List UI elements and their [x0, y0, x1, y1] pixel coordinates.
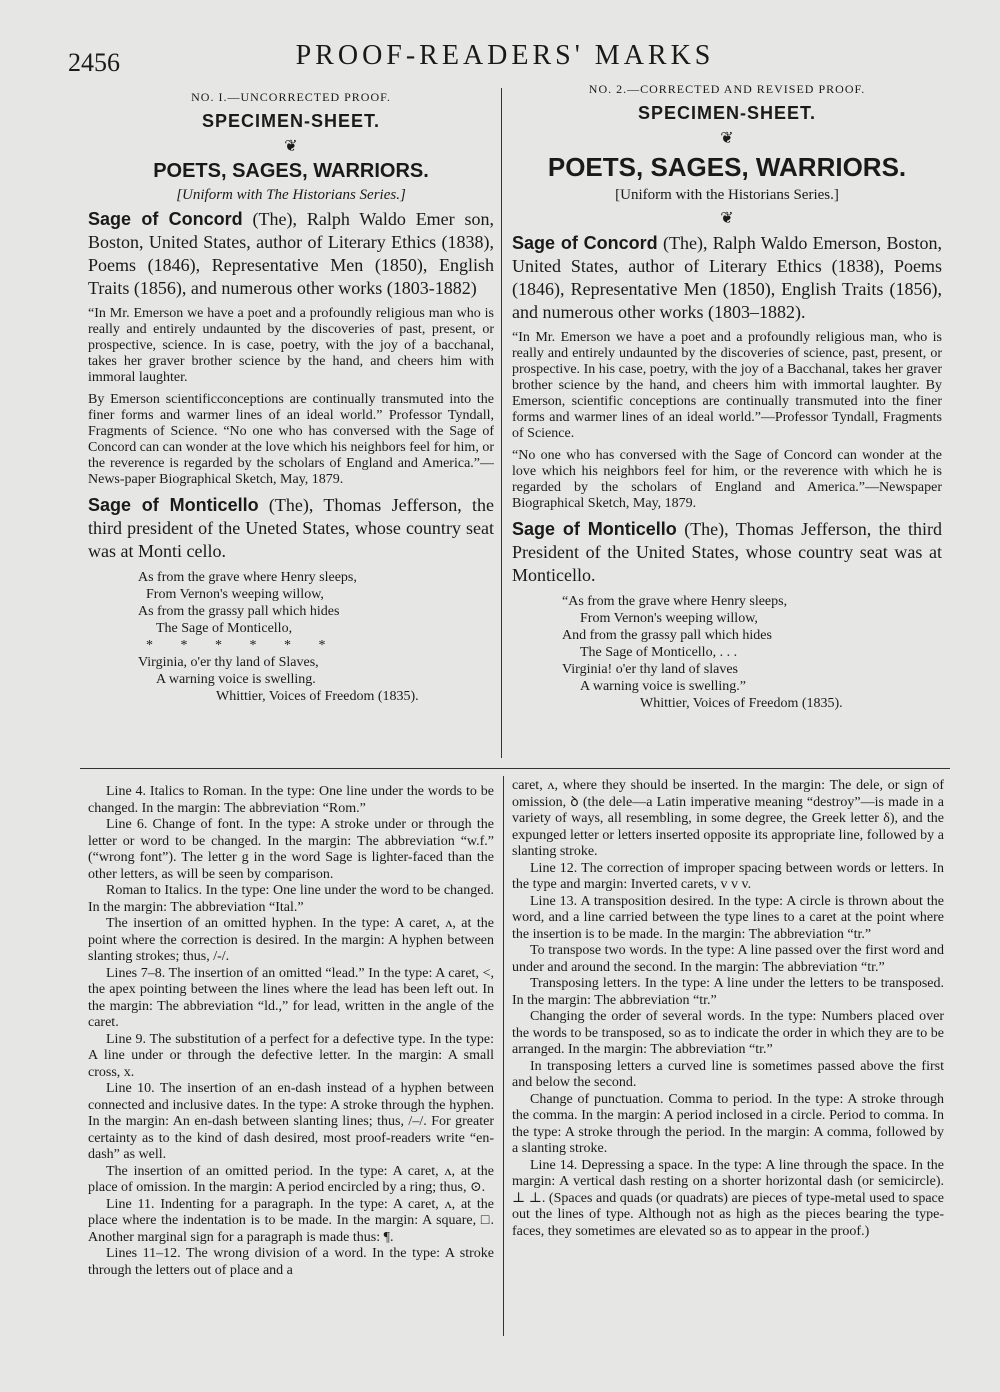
- poem-line: And from the grassy pall which hides: [562, 628, 772, 643]
- poem-line: From Vernon's weeping willow,: [146, 587, 324, 602]
- entry-body: (The), Thomas Jefferson, the third President of the United States, whose country seat was at Monticello.: [512, 519, 942, 585]
- note-paragraph: Line 6. Change of font. In the type: A stroke under or through the letter or word to be changed. In the margin: The abbreviation “w.f.” (“wrong font”). The letter g in the word Sage is lighter-faced than the other letters, as will be seen by comparison.: [88, 817, 494, 882]
- poem-attribution: Whittier, Voices of Freedom (1835).: [216, 689, 419, 704]
- fleuron-icon: ❦: [720, 210, 734, 227]
- note-paragraph: Line 4. Italics to Roman. In the type: One line under the words to be changed. In the margin: The abbreviation “Rom.”: [88, 784, 494, 816]
- poem-line: The Sage of Monticello,: [156, 621, 293, 636]
- entry-body: (The), Thomas Jefferson, the third president of the Uneted States, whose country seat was at Monti cello.: [88, 495, 494, 561]
- poem-line: A warning voice is swelling.”: [580, 679, 747, 694]
- entry-head: Sage of Concord: [88, 209, 243, 229]
- note-paragraph: caret, ʌ, where they should be inserted. In the margin: The dele, or sign of omission, ꝺ (the dele—a Latin imperative meaning “destroy”—is made in a variety of ways, all resembling, in some degree, the Greek letter δ), and the expunged letter or letters inserted opposite its appropriate line, followed by a slanting stroke.: [512, 778, 944, 859]
- horizontal-rule: [80, 768, 950, 769]
- note-paragraph: Lines 11–12. The wrong division of a word. In the type: A stroke through the letters out of place and a: [88, 1246, 494, 1278]
- note-paragraph: To transpose two words. In the type: A line passed over the first word and under and around the second. In the margin: The abbreviation “tr.”: [512, 943, 944, 975]
- specimen-heading: SPECIMEN-SHEET.: [201, 111, 381, 131]
- note-paragraph: Line 11. Indenting for a paragraph. In the type: A caret, ʌ, at the place where the indentation is to be made. In the margin: A square, □. Another marginal sign for a paragraph is made thus: ¶.: [88, 1196, 494, 1245]
- poem-line: Virginia, o'er thy land of Slaves,: [138, 655, 319, 670]
- note-paragraph: Change of punctuation. Comma to period. In the type: A stroke through the comma. In the margin: A period inclosed in a circle. Period to comma. In the type: A stroke through the period. In the margin: A comma, followed by a slanting stroke.: [512, 1091, 944, 1156]
- quote-paragraph: “In Mr. Emerson we have a poet and a profoundly religious man who is really and entirely undaunted by the discoveries of past, present, or prospective, science. In is case, poetry, with the joy of a bacchanal, takes her graver brother science by the hand, and cheers him with immoral laughter.: [88, 306, 494, 385]
- entry-head: Sage of Concord: [512, 233, 658, 253]
- entry-monticello: [88, 494, 494, 563]
- quote-paragraph: By Emerson scientificconceptions are continually transmuted into the finer forms and warmer lines of an ideal world.” Professor Tyndall, Fragments of Science. “No one who has conversed with the Sage of Concord can can wonder at the love which his neighbors feel for him, or the reverence is regarded by the scholars of England and America.”—News-paper Biographical Sketch, May, 1879.: [88, 392, 494, 487]
- proof-label: NO. 2.—CORRECTED AND REVISED PROOF.: [588, 82, 866, 96]
- page-number: 2456: [68, 48, 120, 77]
- entry-monticello: [512, 518, 942, 587]
- note-paragraph: Line 10. The insertion of an en-dash instead of a hyphen between connected and inclusive dates. In the type: A stroke through the hyphen. In the margin: An en-dash between slanting lines; thus, /–/. For greater certainty as to the kind of dash desired, most proof-readers write “en-dash” as well.: [88, 1081, 494, 1162]
- entry-body: (The), Ralph Waldo Emerson, Boston, United States, author of Literary Ethics (1838), Poems (1846), Representative Men (1850), English Traits (1856), and numerous other works (1803–1882).: [512, 233, 942, 322]
- fleuron-icon: ❦: [284, 138, 298, 155]
- series-title: POETS, SAGES, WARRIORS.: [547, 152, 907, 182]
- entry-concord: [512, 232, 942, 324]
- entry-body: (The), Ralph Waldo Emer son, Boston, United States, author of Literary Ethics (1838), Poems (1846), Representative Men (1850), English Traits (1856), and numerous other works (1803-1882): [88, 209, 494, 298]
- entry-head: Sage of Monticello: [88, 495, 259, 515]
- corrected-proof-column: [512, 82, 942, 762]
- note-paragraph: Roman to Italics. In the type: One line under the word to be changed. In the margin: The abbreviation “Ital.”: [88, 883, 494, 915]
- notes-right-column: [512, 778, 944, 1338]
- poem-line: As from the grave where Henry sleeps,: [138, 570, 357, 585]
- notes-left-column: [88, 784, 494, 1340]
- note-paragraph: Line 9. The substitution of a perfect for a defective type. In the type: A line under or through the defective letter. In the margin: A small cross, x.: [88, 1031, 494, 1080]
- note-paragraph: In transposing letters a curved line is sometimes passed above the first and below the second.: [512, 1058, 944, 1090]
- series-title: POETS, SAGES, WARRIORS.: [153, 160, 429, 182]
- fleuron-icon: ❦: [720, 130, 734, 147]
- note-paragraph: Line 12. The correction of improper spacing between words or letters. In the type and margin: Inverted carets, v v v.: [512, 860, 944, 892]
- quote-paragraph: “No one who has conversed with the Sage of Concord can wonder at the love which his neighbors feel for him, or the reverence with which he is regarded by the scholars of England and America.”—Newspaper Biographical Sketch, May, 1879.: [512, 448, 942, 511]
- column-divider: [501, 88, 502, 758]
- entry-head: Sage of Monticello: [512, 519, 677, 539]
- poem-attribution: Whittier, Voices of Freedom (1835).: [640, 696, 843, 711]
- note-paragraph: The insertion of an omitted period. In the type: A caret, ʌ, at the place of omission. In the margin: A period encircled by a ring; thus, ⊙.: [88, 1163, 494, 1195]
- poem: [562, 593, 942, 712]
- proof-label: NO. I.—UNCORRECTED PROOF.: [191, 90, 391, 104]
- poem-line: Virginia! o'er thy land of slaves: [562, 662, 738, 677]
- note-paragraph: Changing the order of several words. In the type: Numbers placed over the words to be transposed, so as to indicate the order in which they are to be arranged. In the margin: The abbreviation “tr.”: [512, 1009, 944, 1057]
- poem-line: The Sage of Monticello, . . .: [580, 645, 738, 660]
- poem-line: “As from the grave where Henry sleeps,: [562, 594, 788, 609]
- series-note: [Uniform with The Historians Series.]: [176, 187, 406, 203]
- poem-line: A warning voice is swelling.: [156, 672, 316, 687]
- poem-line: From Vernon's weeping willow,: [580, 611, 758, 626]
- poem-line: * * * * * *: [146, 638, 338, 653]
- quote-paragraph: “In Mr. Emerson we have a poet and a profoundly religious man, who is really and entirely undaunted by the discoveries of science, past, present, or prospective. In his case, poetry, with the joy of a Bacchanal, takes her graver brother science by the hand, and cheers him with immortal laughter. By Emerson, scientific conceptions are continually transmuted into the finer forms and warmer lines of an ideal world.”—Professor Tyndall, Fragments of Science.: [512, 330, 942, 441]
- note-paragraph: Lines 7–8. The insertion of an omitted “lead.” In the type: A caret, <, the apex pointing between the lines where the lead has been left out. In the margin: The abbreviation “ld.,” for lead, written in the angle of the caret.: [88, 965, 494, 1030]
- notes-divider: [503, 776, 504, 1336]
- note-paragraph: Line 13. A transposition desired. In the type: A circle is thrown about the word, and a line carried between the type lines to a caret at the point where the insertion is to be made. In the margin: The abbreviation “tr.”: [512, 893, 944, 942]
- note-paragraph: Line 14. Depressing a space. In the type: A line through the space. In the margin: A vertical dash resting on a shorter horizontal dash (or semicircle). ⊥ ⊥. (Spaces and quads (or quadrats) are pieces of type-metal used to space out the lines of type. Although not as high as the pieces bearing the type-faces, they sometimes are elevated so as to appear in the proof.): [512, 1157, 944, 1239]
- running-title: PROOF-READERS' MARKS: [295, 40, 715, 71]
- note-paragraph: Transposing letters. In the type: A line under the letters to be transposed. In the margin: The abbreviation “tr.”: [512, 976, 944, 1008]
- specimen-heading: SPECIMEN-SHEET.: [637, 103, 817, 123]
- entry-concord: [88, 208, 494, 300]
- uncorrected-proof-column: [88, 90, 494, 760]
- poem-line: As from the grassy pall which hides: [138, 604, 340, 619]
- poem: [138, 569, 494, 705]
- series-note: [Uniform with the Historians Series.]: [615, 187, 839, 203]
- note-paragraph: The insertion of an omitted hyphen. In the type: A caret, ʌ, at the point where the correction is desired. In the margin: A hyphen between slanting strokes; thus, /-/.: [88, 916, 494, 964]
